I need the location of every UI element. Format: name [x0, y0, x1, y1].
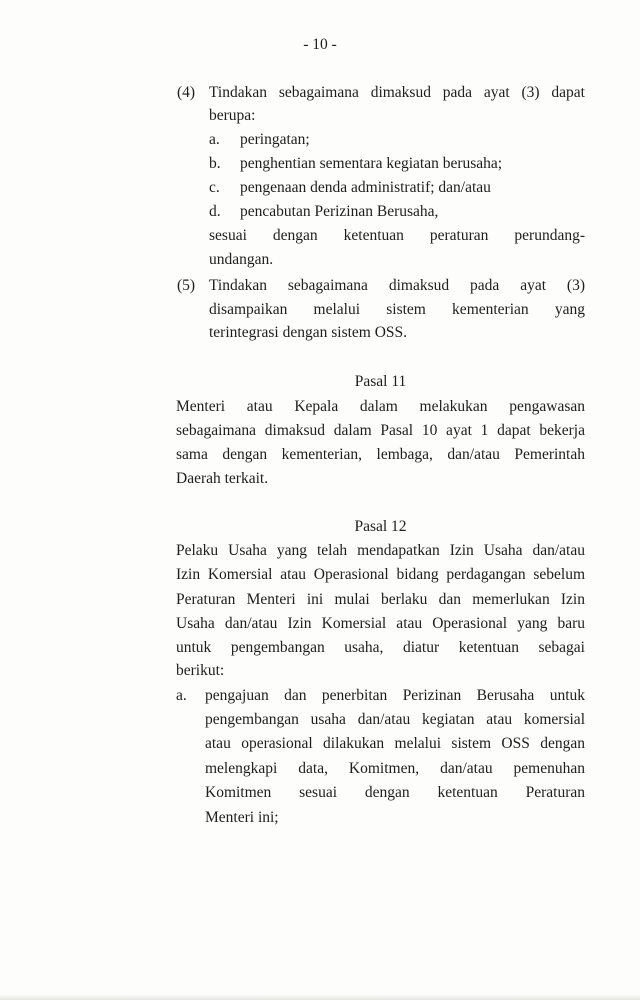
item-5-line: disampaikan melalui sistem kementerian yang — [209, 301, 585, 318]
item-4-number: (4) — [177, 84, 196, 101]
item-4-closing: undangan. — [209, 251, 274, 268]
item-a-line: pengembangan usaha dan/atau kegiatan atau komersial — [205, 711, 585, 728]
pasal-12-line: untuk pengembangan usaha, diatur ketentuan sebagai — [176, 639, 585, 656]
item-a-line: melengkapi data, Komitmen, dan/atau pemenuhan — [205, 760, 585, 777]
scan-bottom-edge — [0, 994, 640, 1000]
subitem-label: a. — [209, 131, 220, 148]
pasal-11-line: Daerah terkait. — [176, 470, 269, 487]
pasal-12-title: Pasal 12 — [354, 518, 407, 535]
item-a-line: atau operasional dilakukan melalui sistem OSS dengan — [205, 735, 585, 752]
subitem-text: pencabutan Perizinan Berusaha, — [240, 203, 439, 220]
item-a-line: pengajuan dan penerbitan Perizinan Berusaha untuk — [205, 687, 585, 704]
pasal-11-line: sebagaimana dimaksud dalam Pasal 10 ayat 1 dapat bekerja — [176, 422, 585, 439]
subitem-label: c. — [209, 179, 220, 196]
subitem-text: pengenaan denda administratif; dan/atau — [240, 179, 491, 196]
pasal-11-line: sama dengan kementerian, lembaga, dan/atau Pemerintah — [176, 446, 585, 463]
subitem-text: penghentian sementara kegiatan berusaha; — [240, 155, 503, 172]
pasal-12-line: Izin Komersial atau Operasional bidang perdagangan sebelum — [176, 566, 585, 583]
subitem-label: b. — [209, 155, 221, 172]
pasal-11-line: Menteri atau Kepala dalam melakukan pengawasan — [176, 398, 585, 415]
item-5-line: terintegrasi dengan sistem OSS. — [209, 324, 408, 341]
pasal-12-line: berikut: — [176, 662, 225, 679]
subitem-text: peringatan; — [240, 131, 310, 148]
pasal-12-line: Usaha dan/atau Izin Komersial atau Operasional yang baru — [176, 615, 585, 632]
item-5-number: (5) — [177, 277, 196, 294]
page-number: - 10 - — [303, 36, 337, 53]
item-a-line: Komitmen sesuai dengan ketentuan Peraturan — [205, 784, 585, 801]
subitem-label: d. — [209, 203, 221, 220]
pasal-12-line: Pelaku Usaha yang telah mendapatkan Izin Usaha dan/atau — [176, 542, 585, 559]
item-a-label: a. — [176, 687, 187, 704]
item-4-closing: sesuai dengan ketentuan peraturan perundang- — [209, 227, 585, 244]
item-4-line: Tindakan sebagaimana dimaksud pada ayat (3) dapat — [209, 84, 585, 101]
item-a-line: Menteri ini; — [205, 809, 279, 826]
pasal-11-title: Pasal 11 — [354, 373, 407, 390]
item-5-line: Tindakan sebagaimana dimaksud pada ayat (3) — [209, 277, 585, 294]
item-4-line: berupa: — [209, 107, 256, 124]
pasal-12-line: Peraturan Menteri ini mulai berlaku dan memerlukan Izin — [176, 591, 585, 608]
